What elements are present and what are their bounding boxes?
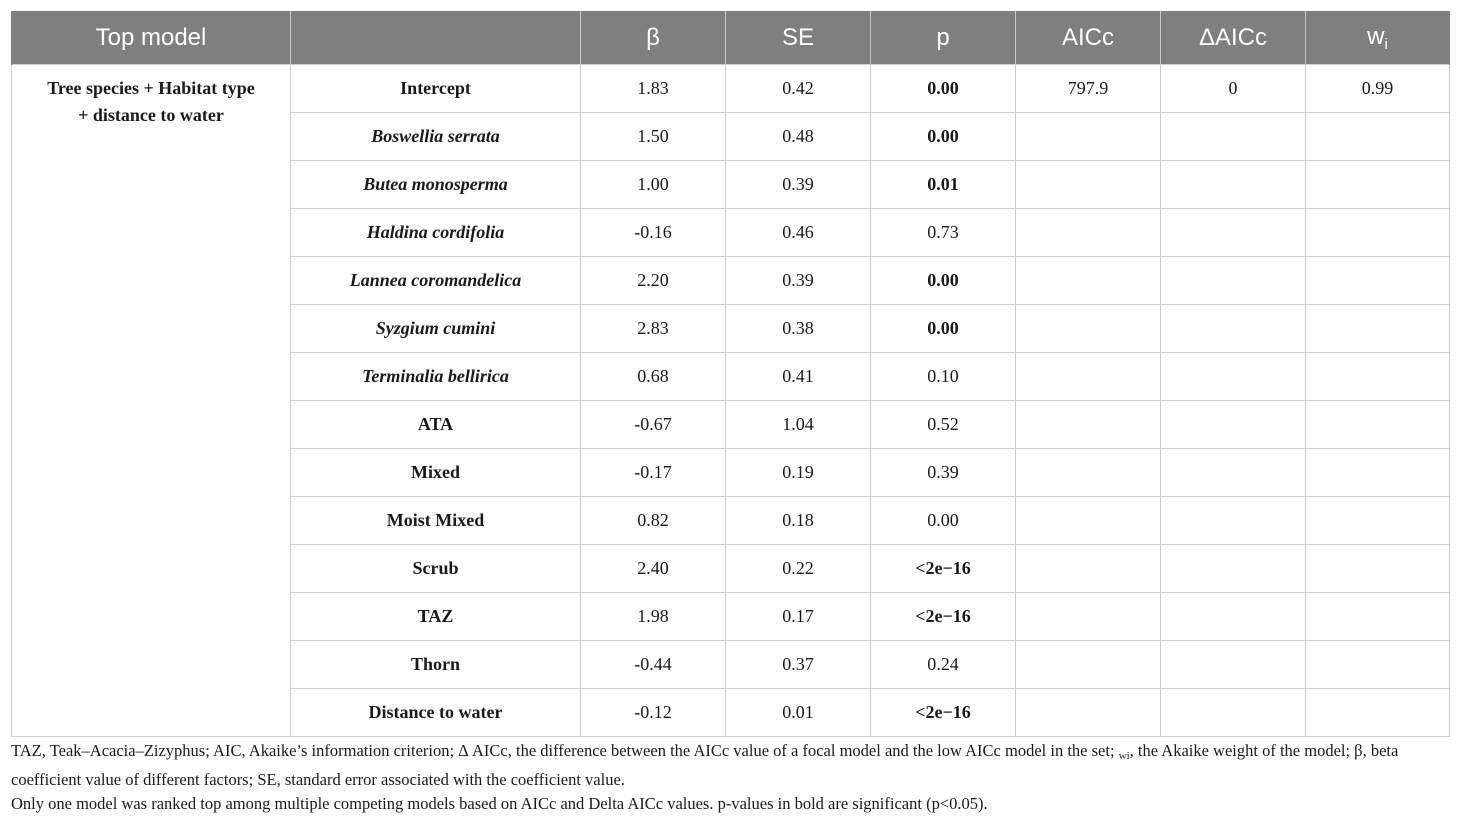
variable-name: ATA bbox=[291, 401, 581, 449]
top-model-line-2: + distance to water bbox=[78, 105, 224, 125]
beta-value: 2.40 bbox=[581, 545, 726, 593]
beta-value: 1.00 bbox=[581, 161, 726, 209]
beta-value: -0.44 bbox=[581, 641, 726, 689]
beta-value: 0.82 bbox=[581, 497, 726, 545]
aicc-value bbox=[1016, 593, 1161, 641]
se-value: 0.19 bbox=[726, 449, 871, 497]
beta-value: 1.50 bbox=[581, 113, 726, 161]
variable-name: Terminalia bellirica bbox=[291, 353, 581, 401]
beta-value: 0.68 bbox=[581, 353, 726, 401]
header-p: p bbox=[871, 12, 1016, 65]
aicc-value bbox=[1016, 689, 1161, 737]
se-value: 0.37 bbox=[726, 641, 871, 689]
beta-value: -0.16 bbox=[581, 209, 726, 257]
top-model-line-1: Tree species + Habitat type bbox=[47, 78, 255, 98]
delta-aicc-value bbox=[1161, 545, 1306, 593]
aicc-value bbox=[1016, 257, 1161, 305]
aicc-value bbox=[1016, 497, 1161, 545]
aicc-value bbox=[1016, 641, 1161, 689]
aicc-value bbox=[1016, 545, 1161, 593]
wi-value bbox=[1306, 545, 1450, 593]
model-results-table bbox=[11, 11, 1450, 737]
beta-value: -0.17 bbox=[581, 449, 726, 497]
aicc-value bbox=[1016, 449, 1161, 497]
beta-value: 2.83 bbox=[581, 305, 726, 353]
wi-value bbox=[1306, 305, 1450, 353]
wi-value bbox=[1306, 593, 1450, 641]
p-value: 0.00 bbox=[871, 305, 1016, 353]
header-variable bbox=[291, 12, 581, 65]
se-value: 0.39 bbox=[726, 161, 871, 209]
variable-name: Thorn bbox=[291, 641, 581, 689]
se-value: 0.42 bbox=[726, 65, 871, 113]
wi-value bbox=[1306, 641, 1450, 689]
delta-aicc-value bbox=[1161, 257, 1306, 305]
se-value: 0.17 bbox=[726, 593, 871, 641]
delta-aicc-value bbox=[1161, 113, 1306, 161]
header-wi-subscript: i bbox=[1384, 36, 1388, 53]
se-value: 0.48 bbox=[726, 113, 871, 161]
wi-value: 0.99 bbox=[1306, 65, 1450, 113]
variable-name: Haldina cordifolia bbox=[291, 209, 581, 257]
p-value: 0.00 bbox=[871, 65, 1016, 113]
se-value: 0.18 bbox=[726, 497, 871, 545]
variable-name: Mixed bbox=[291, 449, 581, 497]
variable-name: TAZ bbox=[291, 593, 581, 641]
wi-value bbox=[1306, 257, 1450, 305]
p-value: 0.39 bbox=[871, 449, 1016, 497]
aicc-value bbox=[1016, 209, 1161, 257]
header-top-model: Top model bbox=[12, 12, 291, 65]
se-value: 1.04 bbox=[726, 401, 871, 449]
se-value: 0.41 bbox=[726, 353, 871, 401]
results-table-container bbox=[11, 11, 1449, 737]
se-value: 0.38 bbox=[726, 305, 871, 353]
delta-aicc-value bbox=[1161, 401, 1306, 449]
delta-aicc-value bbox=[1161, 209, 1306, 257]
p-value: <2e−16 bbox=[871, 593, 1016, 641]
se-value: 0.01 bbox=[726, 689, 871, 737]
beta-value: 2.20 bbox=[581, 257, 726, 305]
wi-value bbox=[1306, 689, 1450, 737]
footnote-part1: TAZ, Teak–Acacia–Zizyphus; AIC, Akaike’s information criterion; Δ AICc, the difference between the AICc value of a focal model and the low AICc model in the set; bbox=[11, 741, 1115, 760]
footnote-significance: Only one model was ranked top among multiple competing models based on AICc and Delta AICc values. p-values in bold are significant (p<0.05). bbox=[11, 794, 988, 813]
top-model-name bbox=[12, 65, 291, 737]
header-row bbox=[12, 12, 1450, 65]
wi-value bbox=[1306, 113, 1450, 161]
variable-name: Distance to water bbox=[291, 689, 581, 737]
wi-value bbox=[1306, 449, 1450, 497]
wi-value bbox=[1306, 497, 1450, 545]
delta-aicc-value: 0 bbox=[1161, 65, 1306, 113]
variable-name: Moist Mixed bbox=[291, 497, 581, 545]
header-wi-base: w bbox=[1367, 23, 1385, 50]
aicc-value bbox=[1016, 113, 1161, 161]
delta-aicc-value bbox=[1161, 593, 1306, 641]
p-value: 0.52 bbox=[871, 401, 1016, 449]
wi-value bbox=[1306, 353, 1450, 401]
wi-value bbox=[1306, 401, 1450, 449]
p-value: 0.24 bbox=[871, 641, 1016, 689]
footnote-part2: , the Akaike weight of the model; β, beta coefficient value of different factors; SE, standard error associated with the coefficient value. bbox=[11, 741, 1399, 789]
table-footnotes bbox=[11, 739, 1451, 816]
delta-aicc-value bbox=[1161, 449, 1306, 497]
p-value: 0.10 bbox=[871, 353, 1016, 401]
delta-aicc-value bbox=[1161, 305, 1306, 353]
header-se: SE bbox=[726, 12, 871, 65]
wi-value bbox=[1306, 209, 1450, 257]
p-value: 0.01 bbox=[871, 161, 1016, 209]
delta-aicc-value bbox=[1161, 161, 1306, 209]
variable-name: Boswellia serrata bbox=[291, 113, 581, 161]
se-value: 0.46 bbox=[726, 209, 871, 257]
beta-value: 1.83 bbox=[581, 65, 726, 113]
header-wi bbox=[1306, 12, 1450, 65]
table-body bbox=[12, 65, 1450, 737]
p-value: 0.00 bbox=[871, 497, 1016, 545]
p-value: 0.00 bbox=[871, 113, 1016, 161]
header-aicc: AICc bbox=[1016, 12, 1161, 65]
aicc-value bbox=[1016, 305, 1161, 353]
aicc-value bbox=[1016, 401, 1161, 449]
variable-name: Syzgium cumini bbox=[291, 305, 581, 353]
se-value: 0.22 bbox=[726, 545, 871, 593]
aicc-value bbox=[1016, 353, 1161, 401]
variable-name: Intercept bbox=[291, 65, 581, 113]
p-value: 0.73 bbox=[871, 209, 1016, 257]
beta-value: -0.67 bbox=[581, 401, 726, 449]
aicc-value bbox=[1016, 161, 1161, 209]
variable-name: Scrub bbox=[291, 545, 581, 593]
delta-aicc-value bbox=[1161, 689, 1306, 737]
beta-value: 1.98 bbox=[581, 593, 726, 641]
footnote-wi-subscript: wi bbox=[1118, 750, 1130, 762]
se-value: 0.39 bbox=[726, 257, 871, 305]
header-beta: β bbox=[581, 12, 726, 65]
wi-value bbox=[1306, 161, 1450, 209]
variable-name: Butea monosperma bbox=[291, 161, 581, 209]
p-value: <2e−16 bbox=[871, 545, 1016, 593]
p-value: <2e−16 bbox=[871, 689, 1016, 737]
p-value: 0.00 bbox=[871, 257, 1016, 305]
table-row bbox=[12, 65, 1450, 113]
delta-aicc-value bbox=[1161, 641, 1306, 689]
header-delta-aicc: ΔAICc bbox=[1161, 12, 1306, 65]
aicc-value: 797.9 bbox=[1016, 65, 1161, 113]
footnote-abbreviations bbox=[11, 739, 1451, 792]
variable-name: Lannea coromandelica bbox=[291, 257, 581, 305]
delta-aicc-value bbox=[1161, 353, 1306, 401]
beta-value: -0.12 bbox=[581, 689, 726, 737]
delta-aicc-value bbox=[1161, 497, 1306, 545]
